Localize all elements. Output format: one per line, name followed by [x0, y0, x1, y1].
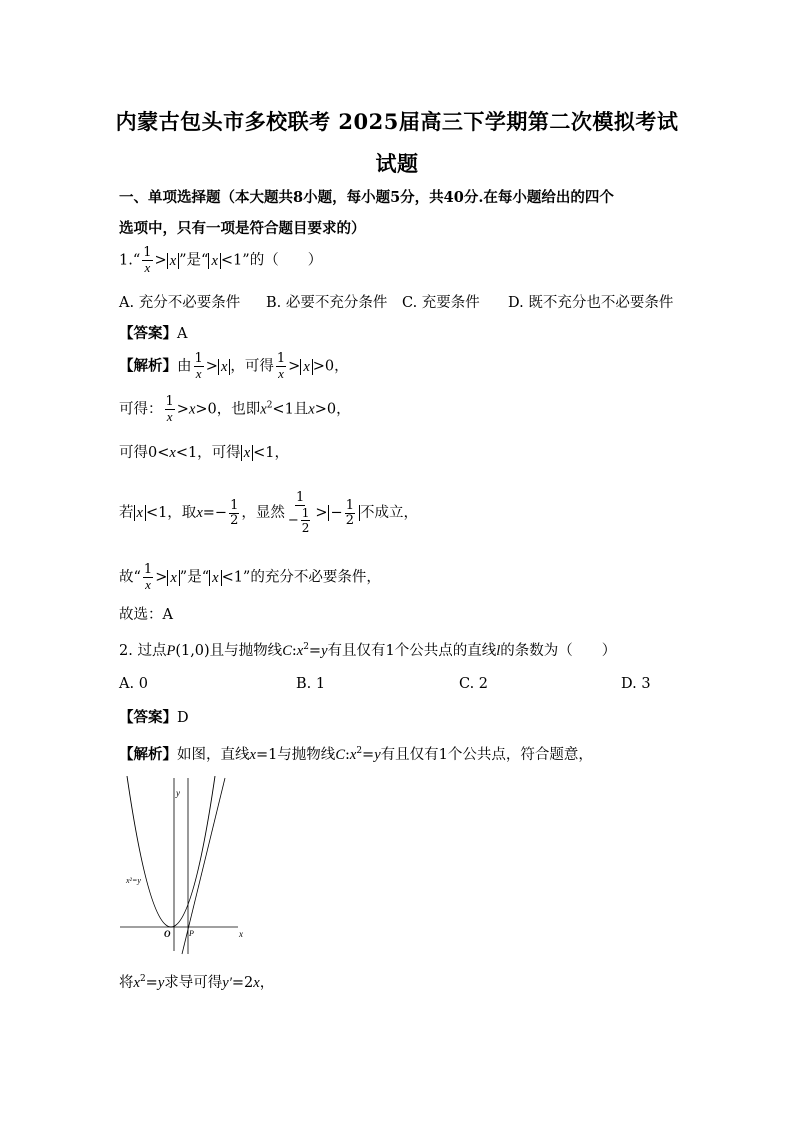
question-1-analysis-line-5: 故“ $\frac{1}{x}$ > x ”是“ x <1”的充分不必要条件， — [119, 562, 381, 592]
question-2-number: 2. — [119, 643, 133, 659]
question-1-conclusion: 故选：A — [119, 607, 173, 623]
page-title-line2: 试题 — [375, 151, 419, 176]
question-2-option-d: D. 3 — [621, 676, 651, 692]
question-1-analysis-line-4: 若 x <1，取x=− $\frac{1}{2}$ ，显然 1 − $\frac{1}{2}$ > − $\frac{1}{2}$ 不成立， — [119, 490, 418, 535]
question-1-option-b: B. 必要不充分条件 — [266, 295, 388, 311]
question-1-option-a: A. 充分不必要条件 — [119, 295, 241, 311]
question-2-analysis-line-1: 【解析】如图，直线x=1与抛物线$C:x^2=y$有且仅有1个公共点，符合题意， — [119, 746, 593, 763]
question-1-option-d: D. 既不充分也不必要条件 — [508, 295, 674, 311]
tangent-line — [182, 778, 225, 954]
curve-label: x²=y — [126, 876, 141, 885]
origin-label: O — [164, 929, 171, 939]
question-2-answer — [119, 706, 189, 727]
x-axis-label: x — [239, 929, 243, 939]
question-2-option-a: A. 0 — [119, 676, 148, 692]
answer-label: 【答案】 — [119, 325, 177, 342]
question-1-analysis-line-3: 可得0<x<1，可得 x <1， — [119, 445, 289, 461]
answer-label: 【答案】 — [119, 709, 177, 726]
question-2-analysis-line-2: 将$x^2=y$求导可得y′=2x， — [119, 974, 275, 991]
question-1-analysis-line-1: 【解析】由 $\frac{1}{x}$ > x ，可得 $\frac{1}{x}$ > x >0， — [119, 351, 349, 381]
section-heading-continued: 选项中，只有一项是符合题目要求的） — [119, 220, 366, 237]
question-1-number: 1. — [119, 252, 133, 269]
answer-value: D — [177, 710, 189, 726]
question-2-option-b: B. 1 — [296, 676, 326, 692]
question-2: 2. 过点P(1,0)且与抛物线$C:x^2=y$有且仅有1个公共点的直线l的条数为（ ） — [119, 642, 617, 659]
page-title: 内蒙古包头市多校联考 2025届高三下学期第二次模拟考试 — [115, 109, 679, 134]
parabola-curve — [127, 776, 215, 927]
question-1: 1.“ $\frac{1}{x}$ > x ”是“ x <1”的（ ） — [119, 245, 323, 275]
question-1-answer — [119, 322, 187, 343]
analysis-label: 【解析】 — [119, 746, 177, 763]
section-heading: 一、单项选择题（本大题共8小题，每小题5分，共40分.在每小题给出的四个 — [119, 189, 614, 206]
analysis-label: 【解析】 — [119, 357, 177, 375]
parabola-figure — [118, 776, 248, 956]
y-axis-label: y — [176, 788, 180, 798]
question-2-option-c: C. 2 — [459, 676, 489, 692]
answer-value: A — [177, 326, 188, 342]
question-1-analysis-line-2: 可得： $\frac{1}{x}$ >x>0，也即$x^2<1$且x>0， — [119, 394, 351, 424]
question-1-option-c: C. 充要条件 — [402, 295, 480, 311]
point-p-label: P — [189, 929, 194, 938]
